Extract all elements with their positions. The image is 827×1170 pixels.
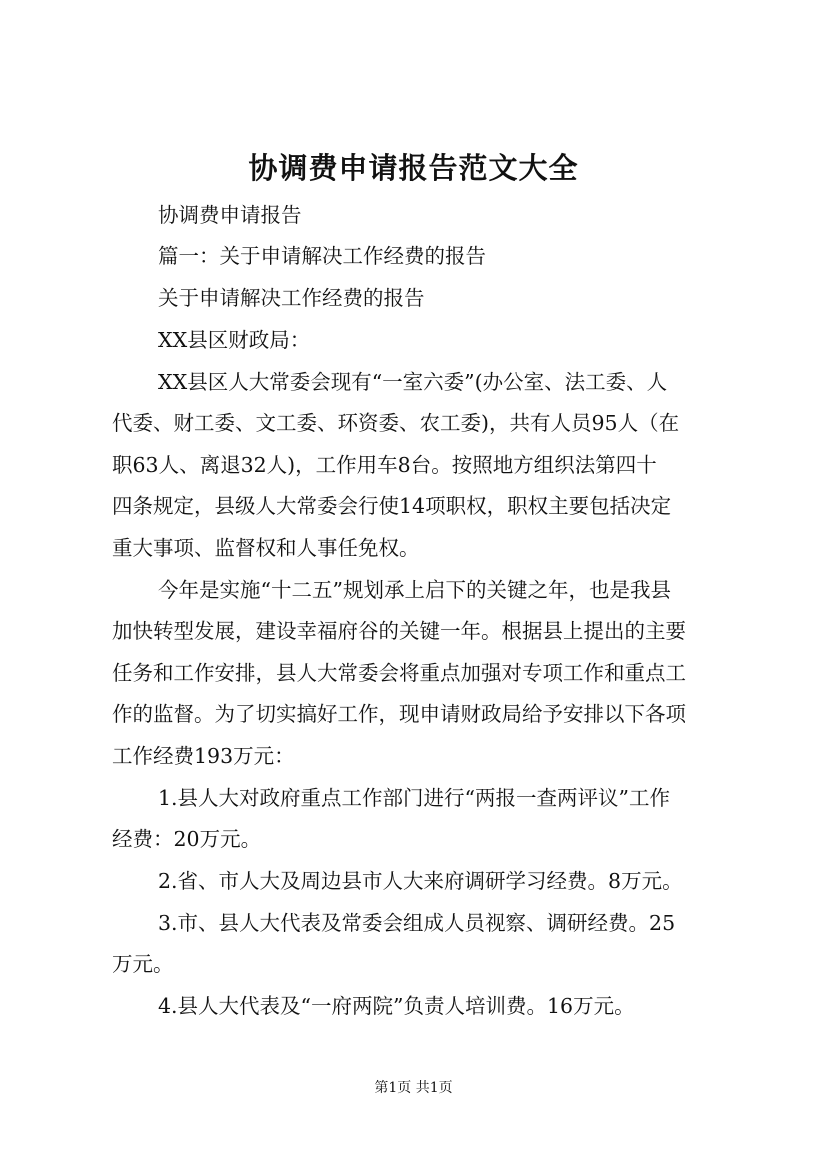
page-footer: 第1页 共1页 bbox=[374, 1080, 453, 1096]
list-item-continuation: 经费：20万元。 bbox=[112, 827, 262, 851]
paragraph-line: 重大事项、监督权和人事任免权。 bbox=[112, 536, 420, 560]
paragraph-line: 四条规定，县级人大常委会行使14项职权，职权主要包括决定 bbox=[112, 494, 672, 518]
paragraph-line: 任务和工作安排，县人大常委会将重点加强对专项工作和重点工 bbox=[112, 661, 686, 685]
list-item: 3.市、县人大代表及常委会组成人员视察、调研经费。25 bbox=[158, 911, 676, 935]
list-item-continuation: 万元。 bbox=[112, 952, 174, 976]
paragraph-line: XX县区人大常委会现有“一室六委”(办公室、法工委、人 bbox=[158, 370, 668, 394]
list-item: 1.县人大对政府重点工作部门进行“两报一查两评议”工作 bbox=[158, 786, 671, 810]
report-title: 关于申请解决工作经费的报告 bbox=[158, 286, 425, 310]
section-heading: 篇一：关于申请解决工作经费的报告 bbox=[158, 244, 486, 268]
paragraph-line: 加快转型发展，建设幸福府谷的关键一年。根据县上提出的主要 bbox=[112, 619, 686, 643]
paragraph-line: 工作经费193万元： bbox=[112, 744, 295, 768]
list-item: 4.县人大代表及“一府两院”负责人培训费。16万元。 bbox=[158, 994, 635, 1018]
paragraph-line: 代委、财工委、文工委、环资委、农工委)，共有人员95人（在 bbox=[112, 411, 680, 435]
list-item: 2.省、市人大及周边县市人大来府调研学习经费。8万元。 bbox=[158, 869, 683, 893]
doc-subtitle: 协调费申请报告 bbox=[158, 203, 302, 227]
paragraph-line: 作的监督。为了切实搞好工作，现申请财政局给予安排以下各项 bbox=[112, 702, 686, 726]
addressee: XX县区财政局： bbox=[158, 328, 311, 352]
paragraph-line: 今年是实施“十二五”规划承上启下的关键之年，也是我县 bbox=[158, 578, 671, 602]
page-title: 协调费申请报告范文大全 bbox=[248, 151, 579, 185]
paragraph-line: 职63人、离退32人)，工作用车8台。按照地方组织法第四十 bbox=[112, 453, 657, 477]
